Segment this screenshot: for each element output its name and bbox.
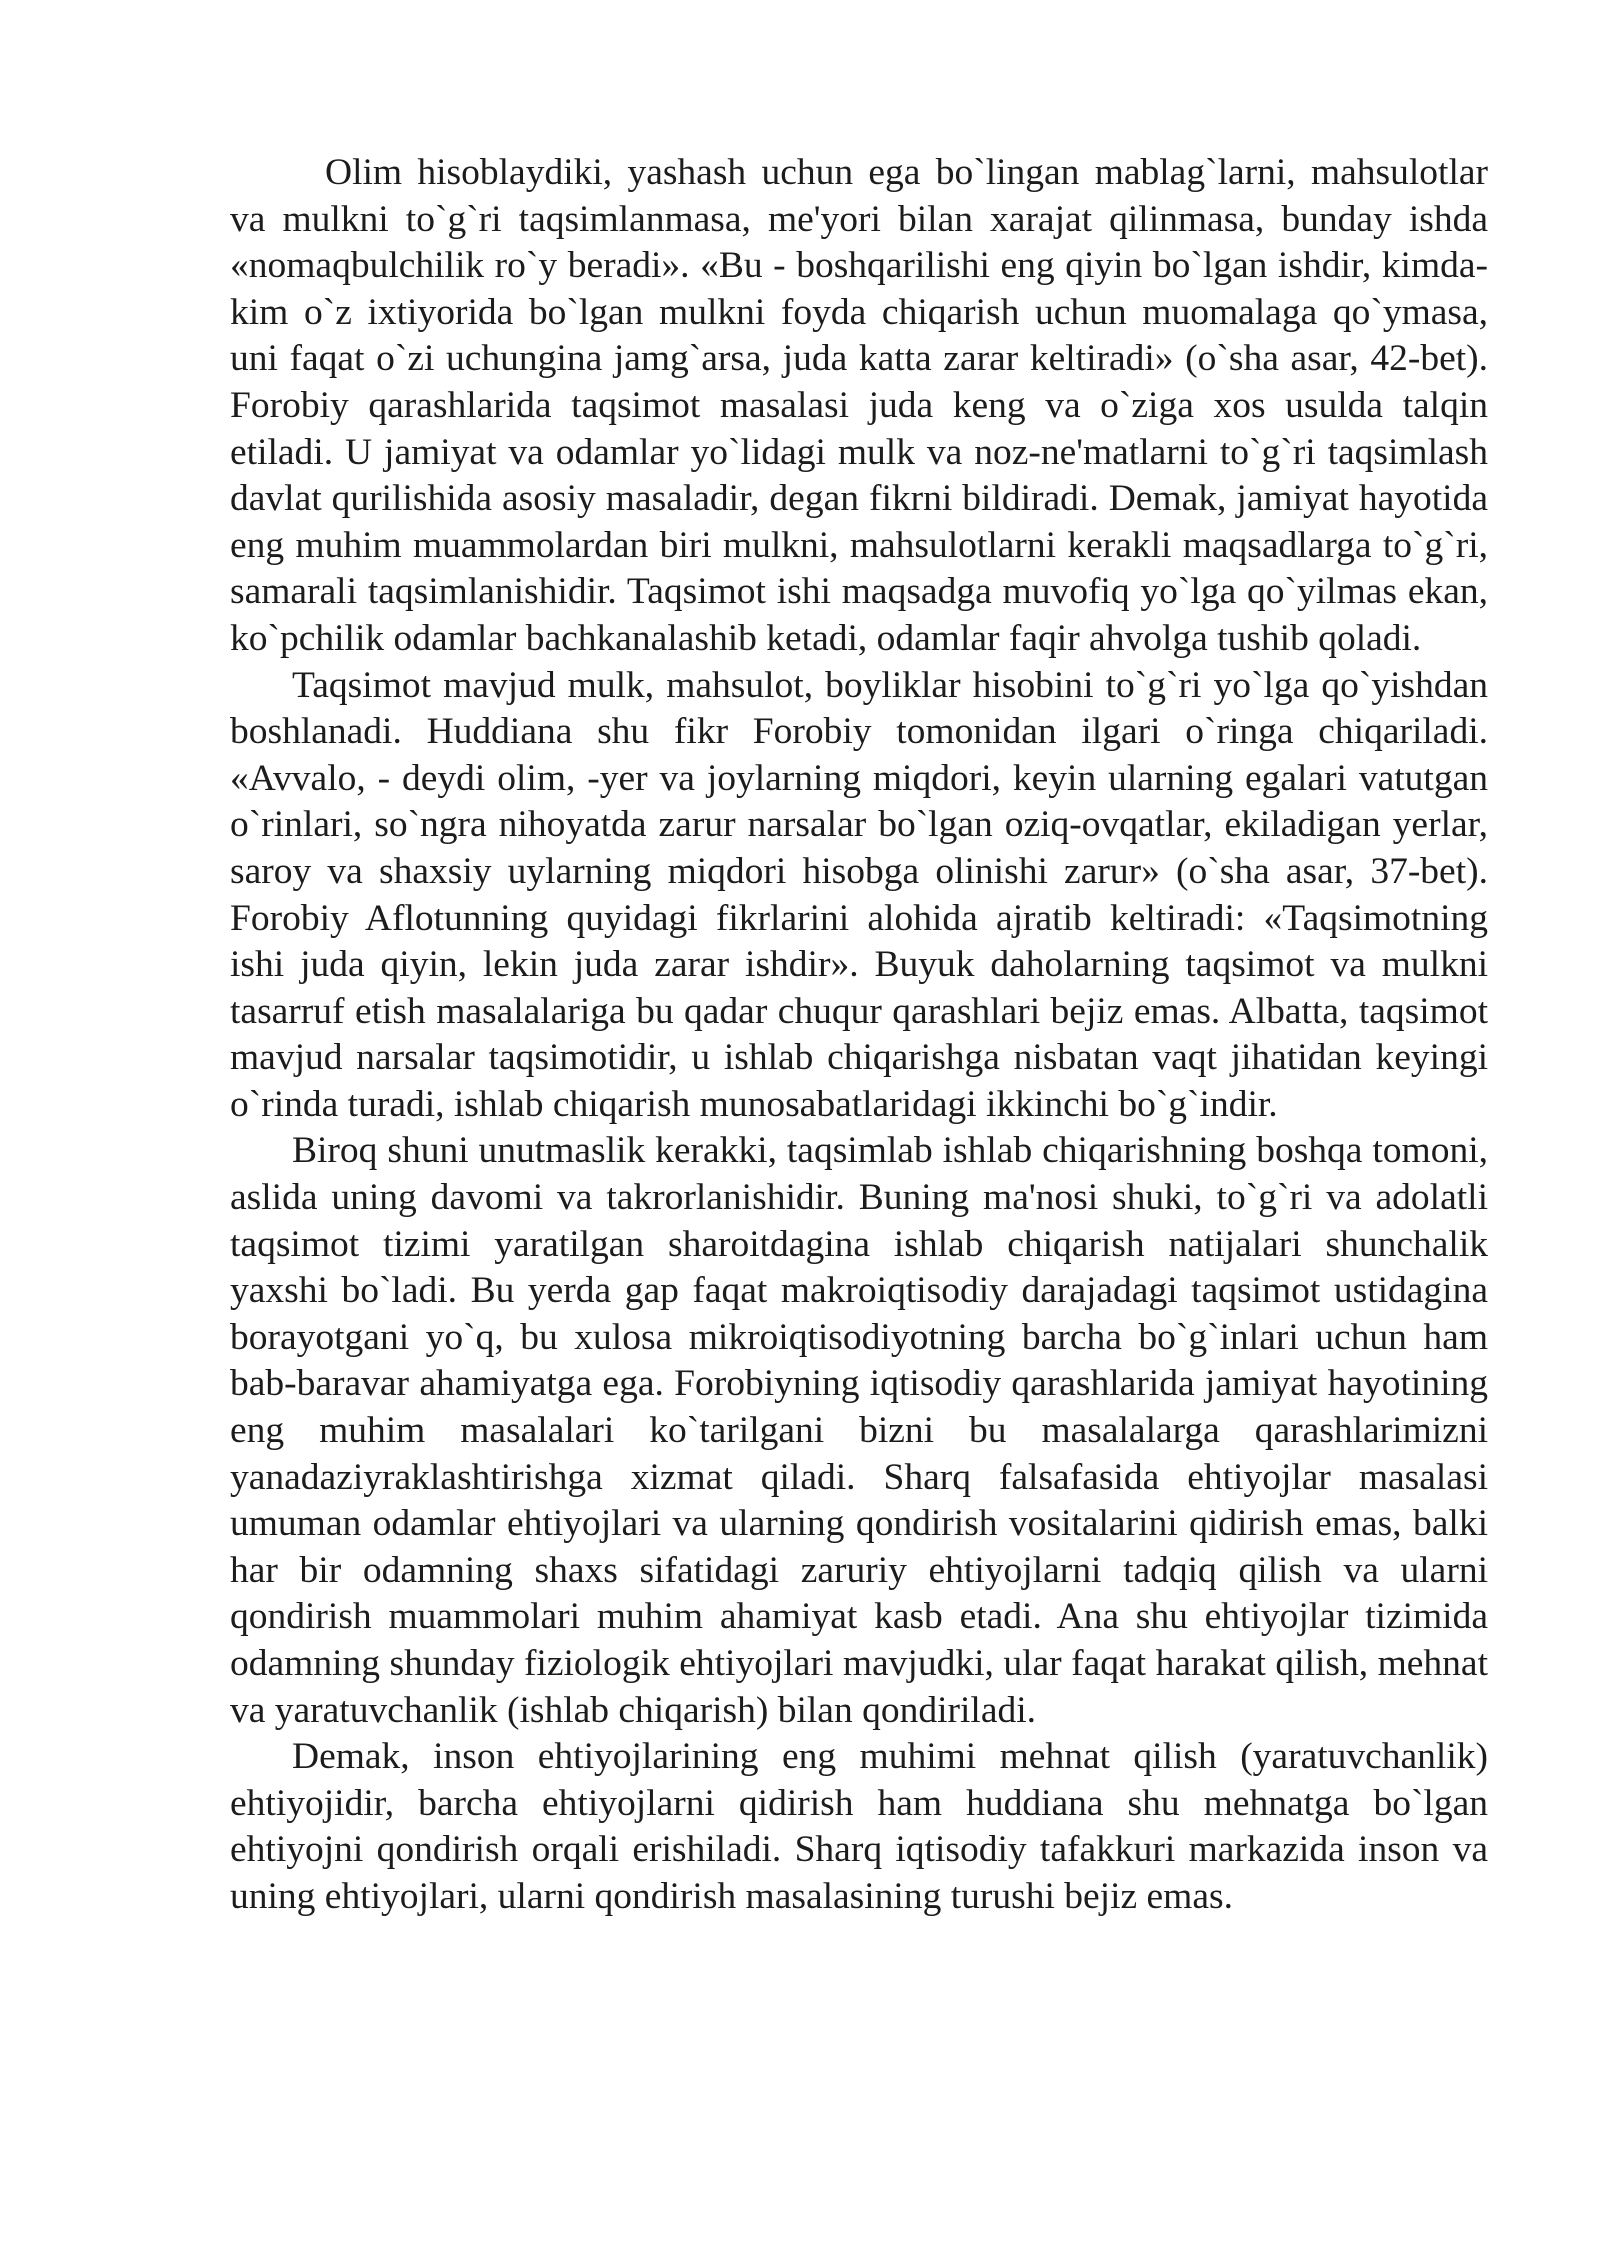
document-page	[230, 150, 1488, 1921]
paragraph-4: Demak, inson ehtiyojlarining eng muhimi mehnat qilish (yaratuvchanlik) ehtiyojidir, barcha ehtiyojlarni qidirish ham huddiana shu mehnatga bo`lgan ehtiyojni qondirish orqali erishiladi. Sharq iqtisodiy tafakkuri markazida inson va uning ehtiyojlari, ularni qondirish masalasining turushi bejiz emas.	[230, 1736, 1488, 1917]
paragraph-3: Biroq shuni unutmaslik kerakki, taqsimlab ishlab chiqarishning boshqa tomoni, aslida uning davomi va takrorlanishidir. Buning ma'nosi shuki, to`g`ri va adolatli taqsimot tizimi yaratilgan sharoitdagina ishlab chiqarish natijalari shunchalik yaxshi bo`ladi. Bu yerda gap faqat makroiqtisodiy darajadagi taqsimot ustidagina borayotgani yo`q, bu xulosa mikroiqtisodiyotning barcha bo`g`inlari uchun ham bab-baravar ahamiyatga ega. Forobiyning iqtisodiy qarashlarida jamiyat hayotining eng muhim masalalari ko`tarilgani bizni bu masalalarga qarashlarimizni yanadaziyraklashtirishga xizmat qiladi. Sharq falsafasida ehtiyojlar masalasi umuman odamlar ehtiyojlari va ularning qondirish vositalarini qidirish emas, balki har bir odamning shaxs sifatidagi zaruriy ehtiyojlarni tadqiq qilish va ularni qondirish muammolari muhim ahamiyat kasb etadi. Ana shu ehtiyojlar tizimida odamning shunday fiziologik ehtiyojlari mavjudki, ular faqat harakat qilish, mehnat va yaratuvchanlik (ishlab chiqarish) bilan qondiriladi.	[230, 1130, 1488, 1731]
paragraph-2: Taqsimot mavjud mulk, mahsulot, boyliklar hisobini to`g`ri yo`lga qo`yishdan boshlanadi. Huddiana shu fikr Forobiy tomonidan ilgari o`ringa chiqariladi. «Avvalo, - deydi olim, -yer va joylarning miqdori, keyin ularning egalari vatutgan o`rinlari, so`ngra nihoyatda zarur narsalar bo`lgan oziq-ovqatlar, ekiladigan yerlar, saroy va shaxsiy uylarning miqdori hisobga olinishi zarur» (o`sha asar, 37-bet). Forobiy Aflotunning quyidagi fikrlarini alohida ajratib keltiradi: «Taqsimotning ishi juda qiyin, lekin juda zarar ishdir». Buyuk daholarning taqsimot va mulkni tasarruf etish masalalariga bu qadar chuqur qarashlari bejiz emas. Albatta, taqsimot mavjud narsalar taqsimotidir, u ishlab chiqarishga nisbatan vaqt jihatidan keyingi o`rinda turadi, ishlab chiqarish munosabatlaridagi ikkinchi bo`g`indir.	[230, 664, 1488, 1125]
paragraph-1: Olim hisoblaydiki, yashash uchun ega bo`lingan mablag`larni, mahsulotlar va mulkni to`g`ri taqsimlanmasa, me'yori bilan xarajat qilinmasa, bunday ishda «nomaqbulchilik ro`y beradi». «Bu - boshqarilishi eng qiyin bo`lgan ishdir, kimda-kim o`z ixtiyorida bo`lgan mulkni foyda chiqarish uchun muomalaga qo`ymasa, uni faqat o`zi uchungina jamg`arsa, juda katta zarar keltiradi» (o`sha asar, 42-bet). Forobiy qarashlarida taqsimot masalasi juda keng va o`ziga xos usulda talqin etiladi. U jamiyat va odamlar yo`lidagi mulk va noz-ne'matlarni to`g`ri taqsimlash davlat qurilishida asosiy masaladir, degan fikrni bildiradi. Demak, jamiyat hayotida eng muhim muammolardan biri mulkni, mahsulotlarni kerakli maqsadlarga to`g`ri, samarali taqsimlanishidir. Taqsimot ishi maqsadga muvofiq yo`lga qo`yilmas ekan, ko`pchilik odamlar bachkanalashib ketadi, odamlar faqir ahvolga tushib qoladi.	[230, 152, 1488, 659]
